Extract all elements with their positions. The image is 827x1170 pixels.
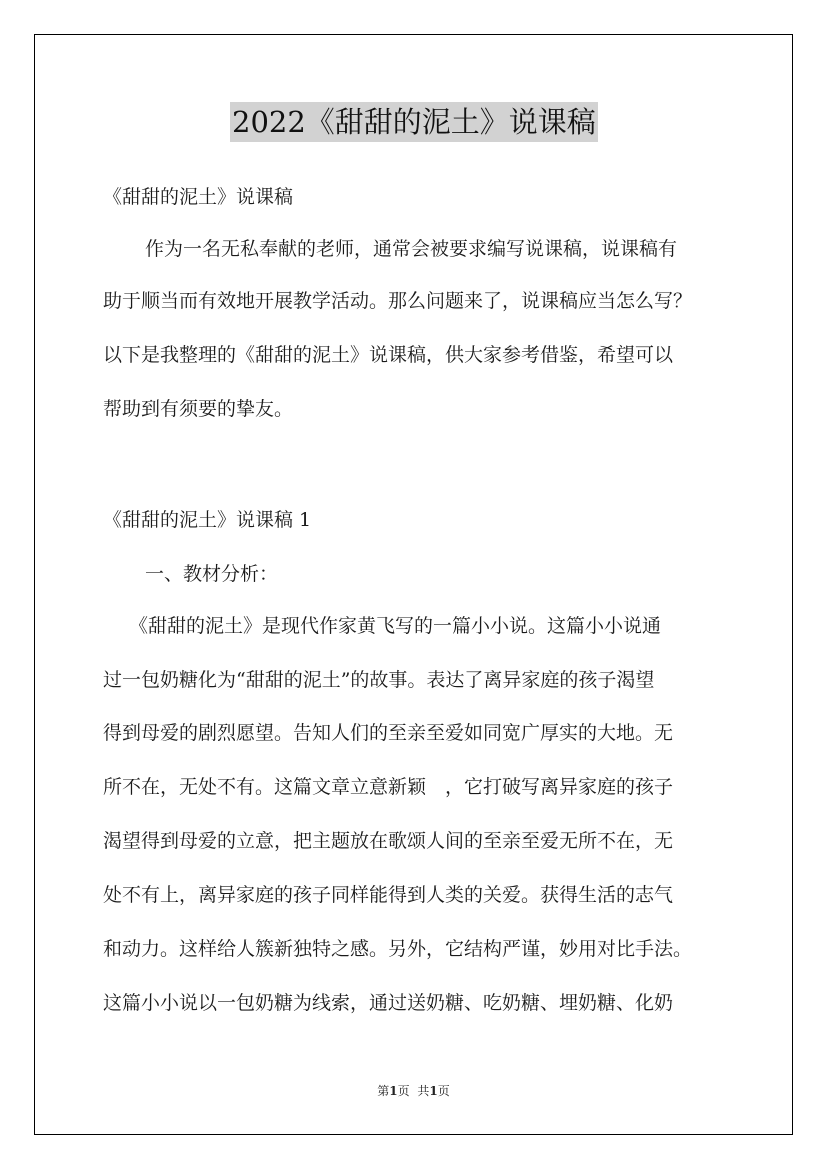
total-suffix: 页 [437,1084,450,1098]
body-line: 《甜甜的泥土》是现代作家黄飞写的一篇小小说。这篇小小说通 [129,615,662,637]
body-line: 过一包奶糖化为“甜甜的泥土”的故事。表达了离异家庭的孩子渴望 [103,669,655,691]
body-line: 得到母爱的剧烈愿望。告知人们的至亲至爱如同宽广厚实的大地。无 [103,722,674,744]
intro-line: 帮助到有须要的挚友。 [103,398,294,420]
body-line: 渴望得到母爱的立意，把主题放在歌颂人间的至亲至爱无所不在，无 [103,830,674,852]
intro-line: 作为一名无私奉献的老师，通常会被要求编写说课稿，说课稿有 [145,238,678,260]
total-pages: 1 [429,1084,438,1098]
intro-line: 助于顺当而有效地开展教学活动。那么问题来了，说课稿应当怎么写？ [103,290,693,312]
body-line: 这篇小小说以一包奶糖为线索，通过送奶糖、吃奶糖、埋奶糖、化奶 [103,992,674,1014]
page-number: 1 [389,1084,398,1098]
page-prefix: 第 [377,1084,390,1098]
body-line: 所不在，无处不有。这篇文章立意新颖 ，它打破写离异家庭的孩子 [103,776,674,798]
subtitle: 《甜甜的泥土》说课稿 [103,186,294,208]
intro-line: 以下是我整理的《甜甜的泥土》说课稿，供大家参考借鉴，希望可以 [103,344,674,366]
body-line: 处不有上，离异家庭的孩子同样能得到人类的关爱。获得生活的志气 [103,884,674,906]
total-prefix: 共 [417,1084,430,1098]
body-line: 和动力。这样给人簇新独特之感。另外，它结构严谨，妙用对比手法。 [103,938,693,960]
subsection-heading: 一、教材分析： [145,563,279,585]
page-footer [0,1083,827,1099]
page-suffix: 页 [397,1084,410,1098]
document-title: 2022《甜甜的泥土》说课稿 [230,102,598,142]
section-heading: 《甜甜的泥土》说课稿 1 [103,509,312,531]
